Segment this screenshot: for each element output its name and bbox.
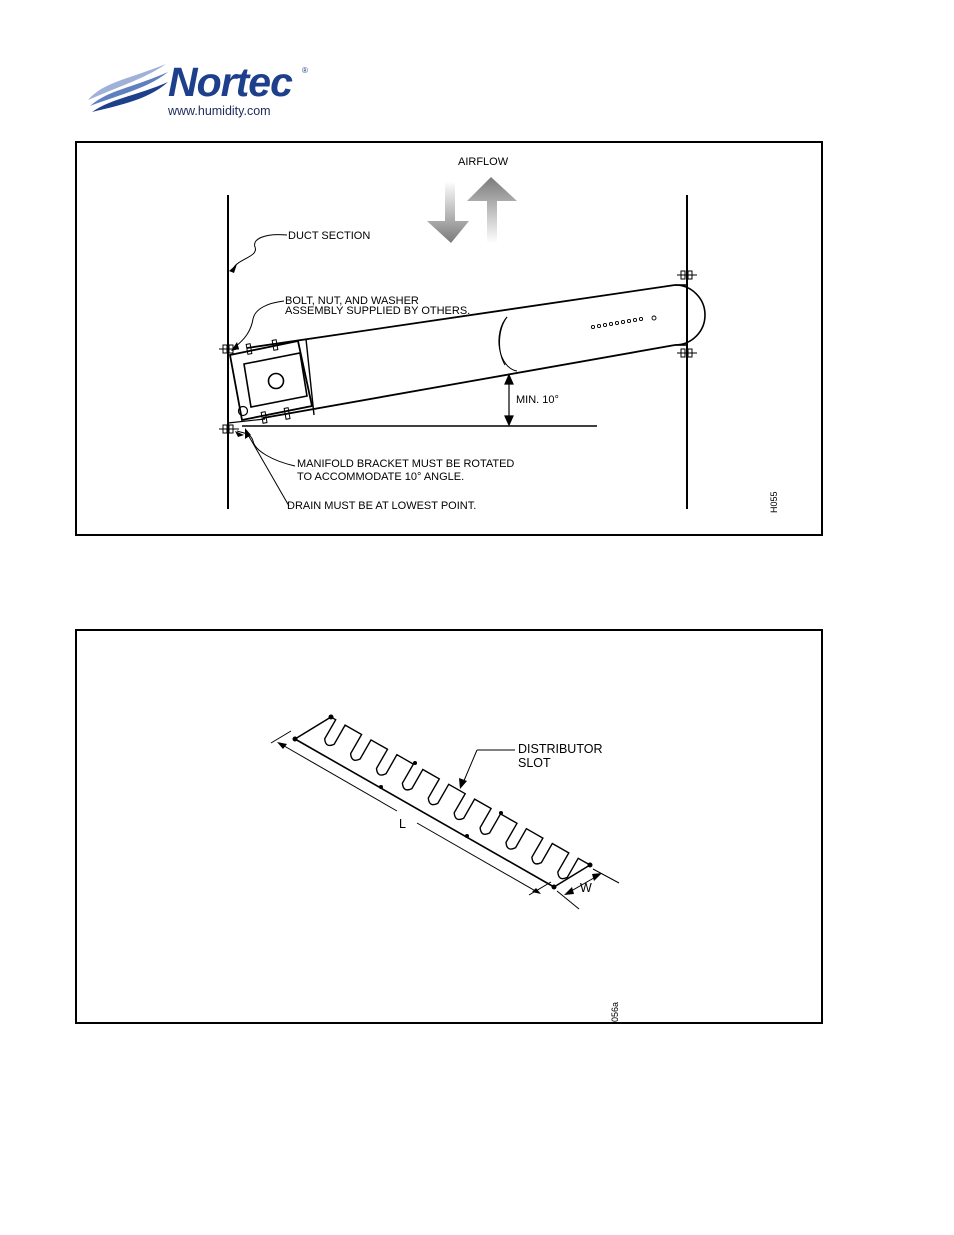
- length-arrow-start-icon: [277, 742, 287, 749]
- figure2-code: 056a: [610, 1001, 620, 1022]
- figure1-code: H055: [769, 491, 779, 513]
- nortec-logo: [86, 58, 326, 122]
- width-arrow-start-icon: [564, 887, 574, 895]
- distributor-diagram: [77, 631, 821, 1022]
- min-angle-dimension: [505, 375, 513, 425]
- length-label: L: [399, 817, 406, 831]
- duct-diagram: [77, 143, 821, 534]
- width-arrow-end-icon: [592, 873, 602, 881]
- distributor-arrow-icon: [459, 778, 467, 789]
- bolt-label-line2: ASSEMBLY SUPPLIED BY OTHERS.: [285, 305, 471, 317]
- airflow-arrows-icon: [427, 177, 517, 243]
- bolt-label-line1: BOLT, NUT, AND WASHER: [285, 295, 419, 307]
- airflow-label: AIRFLOW: [458, 156, 509, 168]
- min-angle-label: MIN. 10°: [516, 394, 559, 406]
- drain-label: DRAIN MUST BE AT LOWEST POINT.: [287, 500, 477, 512]
- manifold-label-line2: TO ACCOMMODATE 10° ANGLE.: [297, 471, 465, 483]
- leader-lines: [233, 235, 295, 506]
- manifold-label-line1: MANIFOLD BRACKET MUST BE ROTATED: [297, 458, 515, 470]
- figure-distributor-slot: [75, 629, 823, 1024]
- length-dimension: [271, 731, 551, 895]
- mounting-dots: [293, 715, 593, 890]
- logo-wordmark: Nortec: [168, 59, 292, 105]
- wave-logo-icon: [86, 62, 170, 112]
- logo-url: www.humidity.com: [168, 104, 271, 118]
- figure-duct-installation: [75, 141, 823, 536]
- distributor-label-line1: DISTRIBUTOR: [518, 742, 603, 756]
- distributor-label-line2: SLOT: [518, 756, 551, 770]
- tube-outlet-holes: [591, 316, 656, 329]
- distributor-leader: [463, 750, 515, 783]
- width-label: W: [580, 881, 592, 895]
- registered-mark: ®: [302, 66, 308, 75]
- duct-section-label: DUCT SECTION: [288, 230, 371, 242]
